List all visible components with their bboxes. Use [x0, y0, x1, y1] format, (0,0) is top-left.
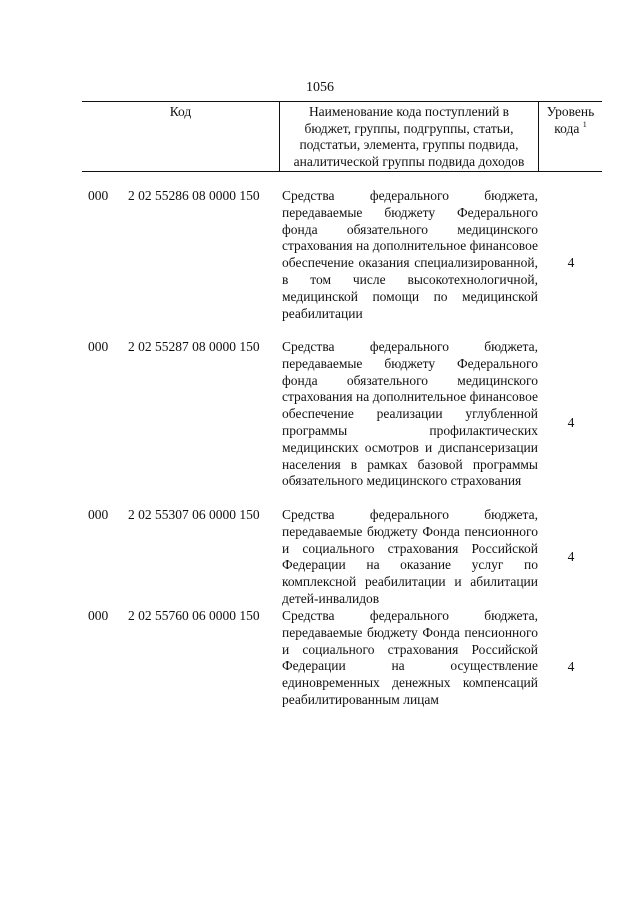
code-description: Средства федерального бюджета, передаваемые бюджету Фонда пенсионного и социального страхования Российской Федерации на осуществление единовременных денежных компенсаций реабилитированным лицам [282, 608, 538, 707]
code-description: Средства федерального бюджета, передаваемые бюджету Федерального фонда обязательного медицинского страхования на дополнительное финансовое обеспечение оказания специализированной, в том числе высокотехнологичной, медицинской помощи по медицинской реабилитации [282, 188, 538, 321]
revenue-code: 2 02 55286 08 0000 150 [128, 188, 260, 203]
header-name-line: Наименование кода поступлений в [308, 104, 510, 119]
revenue-code: 2 02 55287 08 0000 150 [128, 339, 260, 354]
code-level: 4 [567, 255, 575, 271]
revenue-code: 2 02 55307 06 0000 150 [128, 507, 260, 522]
code-level: 4 [567, 414, 575, 430]
table-header [82, 101, 602, 172]
header-code: Код [169, 104, 192, 119]
code-description: Средства федерального бюджета, передаваемые бюджету Фонда пенсионного и социального страхования Российской Федерации на оказание услуг по комплексной реабилитации и абилитации детей-инвалидов [282, 507, 538, 606]
header-name-line: подстатьи, элемента, группы подвида, [299, 137, 519, 152]
header-name-line: бюджет, группы, подгруппы, статьи, [304, 120, 514, 136]
footnote-marker: 1 [582, 119, 587, 129]
header-level [539, 102, 602, 171]
header-level-line2 [539, 121, 602, 138]
header-level-line1: Уровень [546, 104, 595, 119]
admin-code: 000 [88, 507, 109, 522]
table-row [82, 608, 602, 726]
table-row [82, 507, 602, 608]
header-name [279, 102, 539, 171]
code-level: 4 [567, 658, 575, 674]
revenue-code: 2 02 55760 06 0000 150 [128, 608, 260, 623]
header-level-text: кода [554, 120, 580, 136]
header-name-line: аналитической группы подвида доходов [293, 153, 525, 169]
admin-code: 000 [88, 188, 109, 203]
admin-code: 000 [88, 608, 109, 623]
code-description: Средства федерального бюджета, передаваемые бюджету Федерального фонда обязательного медицинского страхования на дополнительное финансовое обеспечение реализации углубленной программы профилактических медицинских осмотров и диспансеризации населения в рамках базовой программы обязательного медицинского страхования [282, 339, 538, 489]
admin-code: 000 [88, 339, 109, 354]
page-number: 1056 [306, 80, 334, 95]
table-row [82, 188, 602, 339]
code-level: 4 [567, 549, 575, 565]
entries-list [82, 188, 602, 726]
table-row [82, 339, 602, 507]
